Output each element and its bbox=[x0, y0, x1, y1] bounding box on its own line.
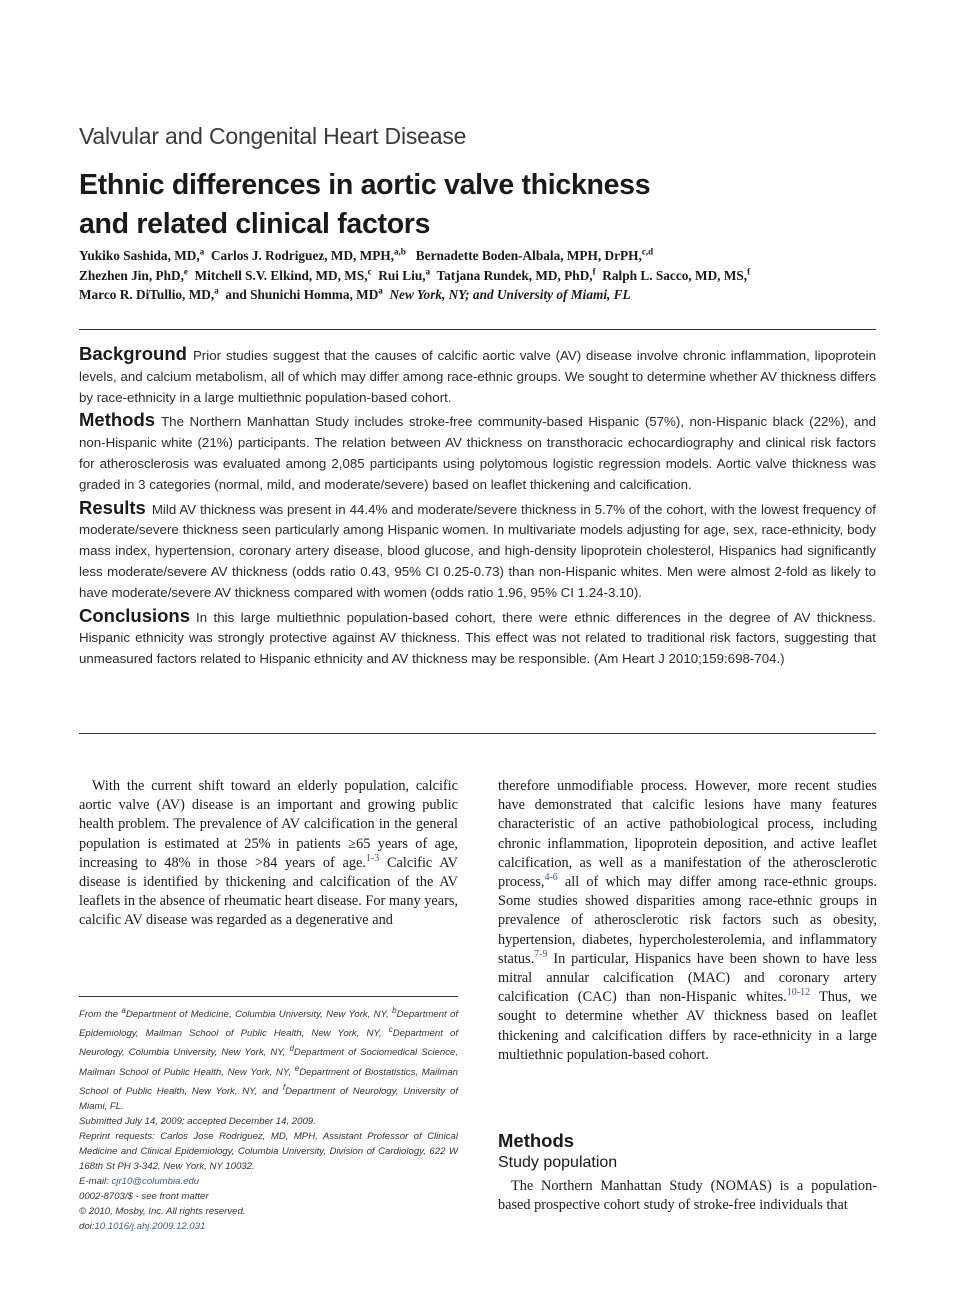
author-line-3 bbox=[79, 285, 879, 305]
citation-link[interactable]: 4-6 bbox=[544, 872, 558, 884]
footnote-rule bbox=[79, 996, 458, 997]
intro-text: With the current shift toward an elderly population, calcific aortic valve (AV) disease is an important and growing public health problem. The prevalence of AV calcification in the general population is estimated at 25% in patients ≥65 years of age, increasing to 48% in those >84 years of age. bbox=[79, 778, 458, 871]
abstract-methods bbox=[79, 410, 876, 495]
author-name: Carlos J. Rodriguez, MD, MPH, bbox=[210, 248, 395, 263]
abstract-results-heading: Results bbox=[79, 496, 146, 518]
author-affiliation: f bbox=[592, 266, 596, 277]
title-line-2: and related clinical factors bbox=[79, 208, 431, 240]
author-line-1 bbox=[79, 246, 879, 266]
intro-text: In particular, Hispanics have been shown to have less mitral annular calcification (MAC) and coronary artery calcification (CAC) than non-Hispanic whites. bbox=[498, 950, 877, 1006]
reprint-footnote: Reprint requests: Carlos Jose Rodriguez, MD, MPH, Assistant Professor of Clinical Medicine and Clinical Epidemiology, Columbia University, Division of Cardiology, 622 W 168th St PH 3-342, New York, NY 10032. bbox=[79, 1130, 458, 1172]
methods-paragraph: The Northern Manhattan Study (NOMAS) is a population-based prospective cohort study of stroke-free individuals that bbox=[498, 1178, 877, 1213]
issn-footnote: 0002-8703/$ - see front matter bbox=[79, 1190, 209, 1202]
author-location: New York, NY; and University of Miami, FL bbox=[389, 287, 631, 303]
author-affiliation: a,b bbox=[394, 246, 406, 257]
abstract-top-rule bbox=[79, 329, 876, 330]
author-name: Yukiko Sashida, MD, bbox=[79, 248, 200, 263]
author-name: Bernadette Boden-Albala, MPH, DrPH, bbox=[415, 248, 642, 263]
abstract-methods-heading: Methods bbox=[79, 409, 156, 431]
citation-link[interactable]: 7-9 bbox=[534, 949, 548, 961]
author-affiliation: a bbox=[214, 285, 219, 296]
author-affiliation: e bbox=[183, 266, 188, 277]
article-title bbox=[79, 166, 879, 244]
body-column-left bbox=[79, 777, 458, 931]
intro-text: therefore unmodifiable process. However, more recent studies have demonstrated that calcific lesions have many features characteristic of an active pathobiological process, including chronic inflammation, lipoprotein deposition, and active leaflet calcification, as well as a manifestation of the atherosclerotic process, bbox=[498, 778, 877, 891]
author-name: Zhezhen Jin, PhD, bbox=[79, 267, 184, 283]
abstract-conclusions bbox=[79, 606, 876, 670]
affiliations-footnote: From the $^a$Department of Medicine, Columbia University, New York, NY, $^b$Department of Epidemiology, Mailman School of Public Health, New York, NY, $^c$Department of Neurology, Columbia University, New York, NY, $^d$Department of Sociomedical Science, Mailman School of Public Health, New York, NY, $^e$Department of Biostatistics, Mailman School of Public Health, New York, NY, and $^f$Department of Neurology, University of Miami, FL. bbox=[79, 1006, 459, 1112]
author-name: Tatjana Rundek, MD, PhD, bbox=[436, 267, 593, 283]
author-line-2 bbox=[79, 266, 879, 286]
intro-paragraph bbox=[79, 777, 458, 931]
author-name: and Shunichi Homma, MD bbox=[225, 287, 379, 303]
abstract-background-text: Prior studies suggest that the causes of calcific aortic valve (AV) disease involve chronic inflammation, lipoprotein levels, and calcium metabolism, all of which may differ among race-ethnic groups. We sought to determine whether AV thickness differs by race-ethnicity in a large multiethnic population-based cohort. bbox=[79, 348, 876, 405]
abstract-conclusions-text: In this large multiethnic population-based cohort, there were ethnic differences in the degree of AV thickness. Hispanic ethnicity was strongly protective against AV thickness. This effect was not related to traditional risk factors, suggesting that unmeasured factors related to Hispanic ethnicity and AV thickness may be responsible. (Am Heart J 2010;159:698-704.) bbox=[79, 609, 876, 667]
methods-text bbox=[498, 1177, 877, 1214]
doi-link[interactable]: 10.1016/j.ahj.2009.12.031 bbox=[94, 1220, 206, 1232]
intro-continued-paragraph bbox=[498, 777, 877, 1065]
intro-text: Calcific AV disease is identified by thickening and calcification of the AV leaflets in the absence of rheumatic heart disease. For many years, calcific AV disease was regarded as a degenerative and bbox=[79, 854, 458, 929]
abstract-conclusions-heading: Conclusions bbox=[79, 604, 191, 626]
abstract bbox=[79, 344, 876, 672]
author-name: Marco R. DiTullio, MD, bbox=[79, 287, 215, 303]
author-affiliation: c bbox=[367, 266, 372, 277]
email-link[interactable]: cjr10@columbia.edu bbox=[111, 1175, 200, 1187]
doi-footnote bbox=[79, 1219, 458, 1234]
journal-section-label: Valvular and Congenital Heart Disease bbox=[79, 123, 467, 149]
abstract-background-heading: Background bbox=[79, 343, 187, 364]
citation-link[interactable]: 1-3 bbox=[365, 853, 380, 865]
author-affiliation: c,d bbox=[641, 246, 654, 257]
abstract-results-text: Mild AV thickness was present in 44.4% and moderate/severe thickness in 5.7% of the cohort, with the lowest frequency of moderate/severe thickness seen particularly among Hispanic women. In multivariate models adjusting for age, sex, race-ethnicity, body mass index, hypertension, coronary artery disease, blood glucose, and high-density lipoprotein cholesterol, Hispanics had significantly less moderate/severe AV thickness (odds ratio 0.43, 95% CI 0.25-0.73) than non-Hispanic whites. Men were almost 2-fold as likely to have moderate/severe AV thickness compared with women (odds ratio 1.96, 95% CI 1.24-3.10). bbox=[79, 501, 876, 600]
abstract-results bbox=[79, 498, 876, 604]
abstract-methods-text: The Northern Manhattan Study includes stroke-free community-based Hispanic (57%), non-Hispanic black (22%), and non-Hispanic white (21%) participants. The relation between AV thickness on transthoracic echocardiography and clinical risk factors for atherosclerosis was evaluated among 2,085 participants using polytomous logistic regression models. Aortic valve thickness was graded in 3 categories (normal, mild, and moderate/severe) based on leaflet thickening and calcification. bbox=[79, 414, 876, 492]
study-population-subheading: Study population bbox=[498, 1154, 618, 1171]
abstract-background bbox=[79, 344, 876, 408]
author-name: Mitchell S.V. Elkind, MD, MS, bbox=[194, 267, 368, 283]
intro-text: all of which may differ among race-ethnic groups. Some studies showed disparities among race-ethnic groups in prevalence of atherosclerotic risk factors such as obesity, hypertension, diabetes, hypercholesterolemia, and inflammatory status. bbox=[498, 874, 877, 967]
author-affiliation: a bbox=[425, 266, 431, 277]
title-line-1: Ethnic differences in aortic valve thickness bbox=[79, 169, 651, 201]
intro-text: Thus, we sought to determine whether AV thickness based on leaflet thickening and calcification differs by race-ethnicity in a large multiethnic population-based cohort. bbox=[498, 989, 877, 1063]
author-affiliation: a bbox=[199, 246, 205, 257]
author-affiliation: f bbox=[747, 266, 751, 277]
email-label: E-mail: bbox=[79, 1175, 112, 1187]
submitted-footnote: Submitted July 14, 2009; accepted December 14, 2009. bbox=[79, 1115, 316, 1127]
body-column-right bbox=[498, 777, 877, 1065]
abstract-bottom-rule bbox=[79, 733, 876, 734]
author-affiliation: a bbox=[378, 285, 383, 296]
citation-link[interactable]: 10-12 bbox=[786, 987, 811, 999]
doi-label: doi: bbox=[79, 1220, 95, 1232]
footnotes bbox=[79, 1003, 458, 1234]
author-name: Rui Liu, bbox=[378, 267, 426, 283]
author-list bbox=[79, 246, 879, 305]
author-name: Ralph L. Sacco, MD, MS, bbox=[602, 267, 748, 283]
copyright-footnote: © 2010, Mosby, Inc. All rights reserved. bbox=[79, 1205, 246, 1217]
email-footnote bbox=[79, 1174, 458, 1189]
methods-heading: Methods bbox=[498, 1130, 575, 1151]
